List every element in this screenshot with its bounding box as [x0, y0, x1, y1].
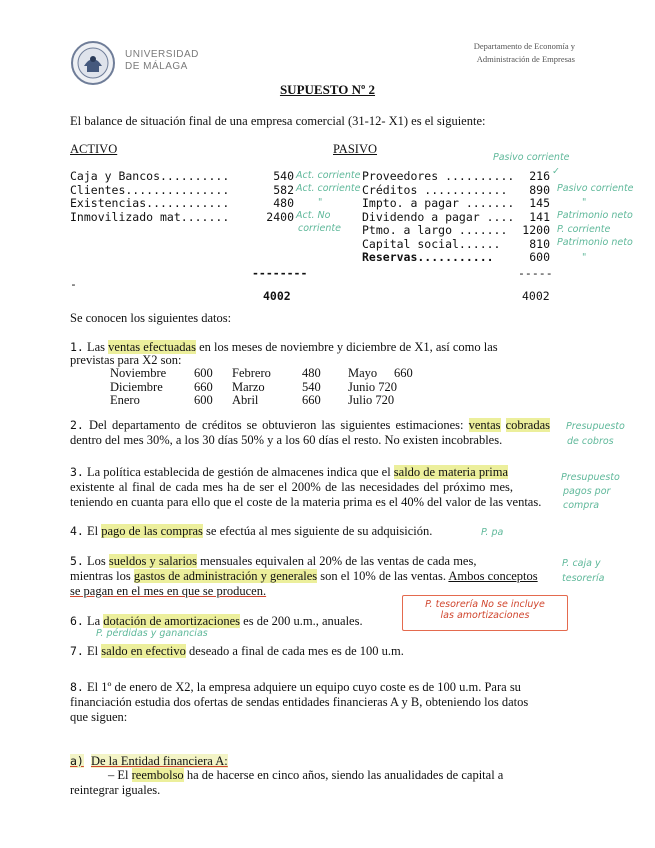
university-line-2: DE MÁLAGA: [125, 61, 188, 72]
sub-item-a-line-2: reintegrar iguales.: [70, 783, 161, 797]
highlight: ventas efectuadas: [108, 340, 196, 354]
month-cell: Enero: [110, 393, 140, 407]
months-row: [110, 367, 413, 381]
pasivo-value: 600: [529, 250, 550, 264]
item-7: [70, 644, 404, 659]
item-8-line-2: financiación estudia dos ofertas de sendas entidades financieras A y B, obteniendo los datos: [70, 695, 529, 709]
highlight: reembolso: [131, 768, 184, 782]
activo-value: 480: [273, 196, 294, 210]
item-8-line-3: que siguen:: [70, 710, 128, 724]
note-ditto-1: ": [318, 197, 323, 208]
item-number: 6.: [70, 614, 84, 628]
month-cell: Febrero: [232, 366, 271, 380]
activo-rule: --------: [252, 266, 308, 280]
item-6: [70, 614, 363, 629]
note-act-no-corriente-2: corriente: [298, 223, 341, 234]
department-line-2: Administración de Empresas: [476, 54, 575, 64]
highlight: gastos de administración y generales: [133, 569, 318, 583]
note-presupuesto-cobros-2: de cobros: [567, 436, 614, 447]
pasivo-value: 216: [529, 169, 550, 183]
pasivo-rule: -----: [518, 266, 553, 280]
pasivo-value: 810: [529, 236, 550, 251]
activo-value: 582: [273, 182, 294, 197]
highlight: saldo en efectivo: [101, 644, 186, 658]
month-cell: Julio 720: [348, 393, 395, 407]
highlight: ventas: [468, 418, 501, 432]
note-presupuesto-pagos-1: Presupuesto: [561, 472, 620, 483]
note-act-no-corriente-1: Act. No: [296, 210, 331, 221]
highlight: sueldos y salarios: [108, 554, 198, 568]
item-1-line-2: previstas para X2 son:: [70, 353, 182, 367]
item-text: Las: [86, 340, 109, 354]
month-cell: Noviembre: [110, 366, 167, 380]
pasivo-label: Dividendo a pagar ....: [362, 209, 515, 224]
department-line-1: Departamento de Economía y: [473, 41, 575, 51]
note-pasivo-corriente-row: Pasivo corriente: [557, 183, 634, 194]
note-ditto-3: ": [582, 252, 587, 263]
pasivo-row: [362, 224, 550, 238]
item-5: [70, 554, 476, 569]
item-8: [70, 680, 521, 695]
check-icon: ✓: [552, 166, 560, 177]
item-text: La: [86, 614, 104, 628]
item-number: 8.: [70, 680, 84, 694]
activo-header: ACTIVO: [70, 142, 118, 156]
item-number: 1.: [70, 340, 84, 354]
department-name: [474, 40, 575, 66]
university-name: [125, 49, 199, 73]
pasivo-value: 890: [529, 182, 550, 197]
pasivo-value: 145: [529, 196, 550, 210]
value-cell: 600: [194, 393, 213, 407]
activo-value: 540: [273, 169, 294, 183]
item-text: – El: [108, 768, 132, 782]
item-3-line-2: existente al final de cada mes ha de ser el 200% de las necesidades del próximo mes,: [70, 480, 514, 494]
months-row: [110, 381, 413, 395]
sub-item-a: [70, 754, 228, 769]
item-text: dentro del mes 30%, a los 30 días 50% y a los 60 días el resto. No existen incobrables.: [70, 433, 503, 447]
activo-row: [70, 211, 294, 225]
pasivo-value: 1200: [522, 223, 550, 237]
item-number: 4.: [70, 524, 84, 538]
note-patrimonio-neto-2: Patrimonio neto: [557, 237, 633, 248]
note-act-corriente-1: Act. corriente: [296, 170, 361, 181]
pasivo-label: Ptmo. a largo .......: [362, 223, 508, 237]
month-cell: Junio 720: [348, 379, 397, 394]
intro-text: El balance de situación final de una empresa comercial (31-12- X1) es el siguiente:: [70, 114, 486, 128]
activo-label: Inmovilizado mat.......: [70, 209, 230, 224]
activo-row: [70, 197, 294, 211]
item-text: mensuales equivalen al 20% de las ventas de cada mes,: [197, 554, 477, 568]
pasivo-list: [362, 170, 550, 265]
sub-item-title: De la Entidad financiera A:: [90, 754, 228, 768]
item-text: La política establecida de gestión de almacenes indica que el: [86, 465, 394, 479]
red-note-box: [402, 595, 568, 631]
item-text: mientras los: [70, 569, 134, 583]
pasivo-value: 141: [529, 209, 550, 224]
item-text: se efectúa al mes siguiente de su adquisición.: [202, 524, 433, 538]
note-p-caja-2: tesorería: [562, 573, 605, 584]
item-text: El: [86, 524, 102, 538]
item-text: es de 200 u.m., anuales.: [240, 614, 363, 628]
item-5-line-3: se pagan en el mes en que se producen.: [70, 584, 267, 598]
note-perdidas-ganancias: P. pérdidas y ganancias: [96, 628, 208, 639]
pasivo-header: PASIVO: [333, 142, 378, 156]
value-cell: 540: [302, 379, 321, 394]
months-row: [110, 394, 413, 408]
item-text: Los: [86, 554, 109, 568]
pasivo-label: Capital social......: [362, 236, 501, 251]
seal-icon: [70, 40, 116, 86]
item-text: deseado a final de cada mes es de 100 u.m.: [185, 644, 404, 658]
pasivo-row: [362, 170, 550, 184]
red-note-line-1: P. tesorería No se incluye: [425, 599, 545, 610]
item-text: El: [86, 644, 102, 658]
pasivo-row: [362, 251, 550, 265]
item-3-line-3: teniendo en cuanta para ello que el coste de la materia prima es el 40% del valor de las ventas.: [70, 495, 542, 509]
value-cell: 660: [302, 393, 321, 407]
activo-label: Caja y Bancos..........: [70, 169, 230, 183]
highlight: saldo de materia prima: [393, 465, 508, 479]
total-activo: 4002: [263, 289, 291, 303]
dash-mark: -: [70, 277, 77, 291]
university-seal: [70, 40, 116, 86]
item-3: [70, 465, 508, 480]
item-5-line-2: [70, 569, 538, 584]
month-cell: Mayo: [348, 366, 378, 380]
note-p-corriente: P. corriente: [557, 224, 611, 235]
activo-list: [70, 170, 294, 224]
pasivo-label: Reservas...........: [362, 250, 494, 264]
pasivo-row: [362, 238, 550, 252]
item-text: El 1º de enero de X2, la empresa adquiere un equipo cuyo coste es de 100 u.m. Para su: [86, 680, 521, 694]
item-2: [70, 418, 550, 448]
activo-label: Clientes...............: [70, 182, 230, 197]
highlight: dotación de amortizaciones: [103, 614, 241, 628]
sub-item-a-line-1: [108, 768, 503, 783]
months-table: [110, 367, 413, 408]
total-pasivo: 4002: [522, 289, 550, 303]
item-number: 3.: [70, 465, 84, 479]
pasivo-label: Impto. a pagar .......: [362, 196, 515, 210]
pasivo-label: Créditos ............: [362, 182, 508, 197]
month-cell: Diciembre: [110, 379, 163, 394]
note-ditto-2: ": [582, 197, 587, 208]
university-line-1: UNIVERSIDAD: [125, 49, 199, 60]
highlight: pago de las compras: [101, 524, 203, 538]
pasivo-row: [362, 211, 550, 225]
note-presupuesto-cobros-1: Presupuesto: [566, 421, 625, 432]
item-text: son el 10% de las ventas.: [317, 569, 449, 583]
note-p-caja-1: P. caja y: [562, 558, 601, 569]
value-cell: 480: [302, 366, 321, 380]
page-title: SUPUESTO Nº 2: [279, 82, 376, 97]
note-presupuesto-pagos-2: pagos por: [563, 486, 611, 497]
activo-label: Existencias............: [70, 196, 230, 210]
pasivo-label: Proveedores ..........: [362, 169, 515, 183]
activo-row: [70, 184, 294, 198]
month-cell: Abril: [232, 393, 259, 407]
value-cell: 660: [194, 379, 213, 394]
item-number: 2.: [70, 418, 84, 432]
note-act-corriente-2: Act. corriente: [296, 183, 361, 194]
note-patrimonio-neto-1: Patrimonio neto: [557, 210, 633, 221]
month-cell: Marzo: [232, 379, 265, 394]
red-note-line-2: las amortizaciones: [440, 610, 530, 621]
note-presupuesto-pagos-3: compra: [563, 500, 600, 511]
item-text: Del departamento de créditos se obtuvieron las siguientes estimaciones:: [88, 418, 469, 432]
item-number: 7.: [70, 644, 84, 658]
item-number: 5.: [70, 554, 84, 568]
activo-row: [70, 170, 294, 184]
pasivo-row: [362, 197, 550, 211]
highlight: cobradas: [505, 418, 550, 432]
known-data-text: Se conocen los siguientes datos:: [70, 311, 232, 325]
pasivo-row: [362, 184, 550, 198]
activo-value: 2400: [266, 209, 294, 224]
note-p-pa: P. pa: [481, 527, 504, 538]
item-4: [70, 524, 432, 539]
item-text: en los meses de noviembre y diciembre de X1, así como las: [195, 340, 498, 354]
note-pasivo-corriente-top: Pasivo corriente: [493, 152, 570, 163]
sub-item-letter: a): [70, 754, 84, 768]
item-text: ha de hacerse en cinco años, siendo las anualidades de capital a: [183, 768, 504, 782]
value-cell: 660: [394, 366, 413, 380]
value-cell: 600: [194, 366, 213, 380]
underlined-text: Ambos conceptos: [448, 569, 538, 583]
